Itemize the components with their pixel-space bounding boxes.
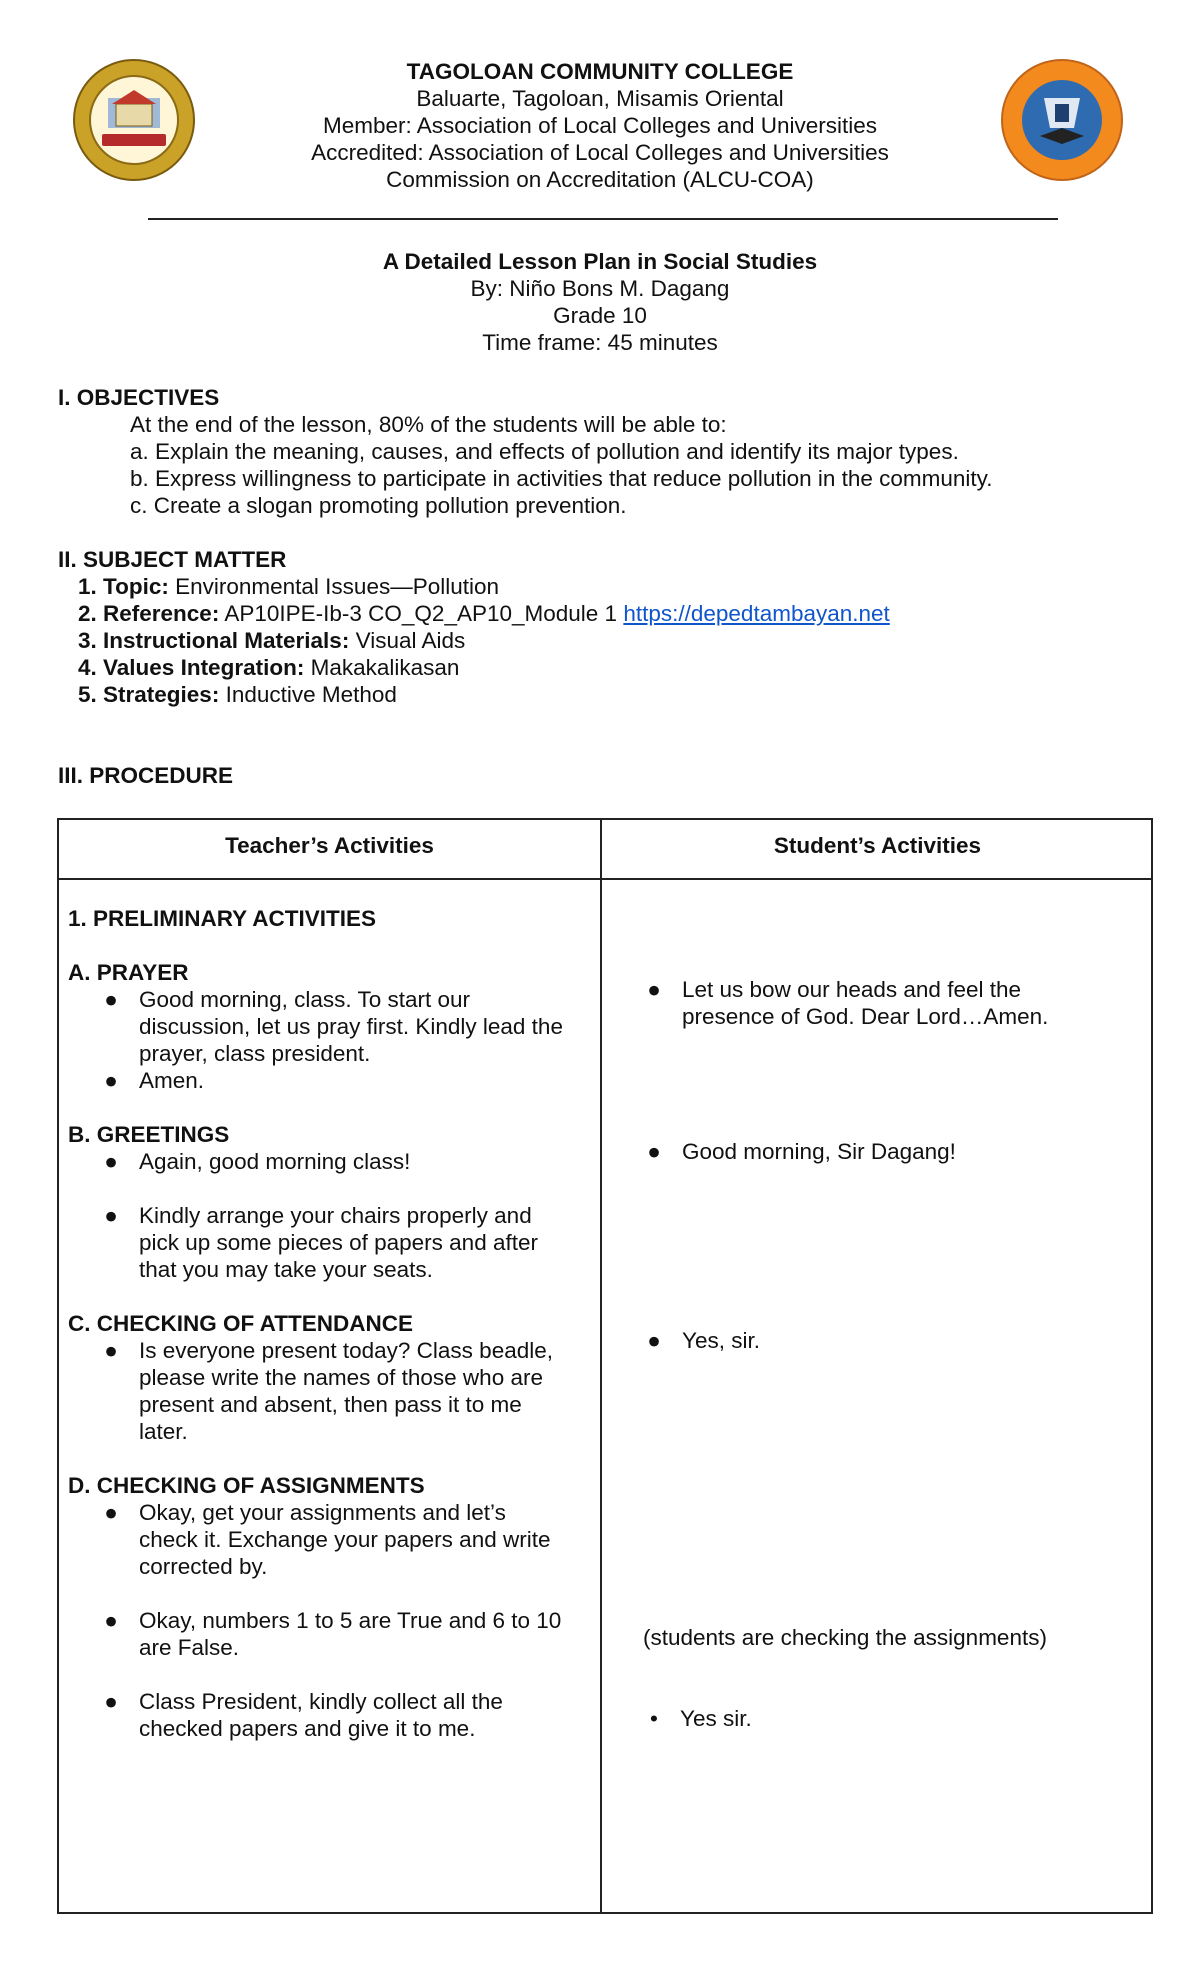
subject-label: 3. Instructional Materials: (78, 628, 350, 653)
objectives-intro: At the end of the lesson, 80% of the students will be able to: (130, 412, 727, 437)
bullet: ● (647, 1328, 661, 1353)
objective-item: c. Create a slogan promoting pollution prevention. (130, 493, 627, 518)
subject-matter-heading: II. SUBJECT MATTER (58, 547, 287, 572)
subject-label: 2. Reference: (78, 601, 220, 626)
prayer-heading: A. PRAYER (68, 960, 189, 985)
bullet: ● (104, 1203, 118, 1228)
teacher-line: Is everyone present today? Class beadle, (139, 1338, 553, 1363)
preliminary-heading: 1. PRELIMINARY ACTIVITIES (68, 906, 376, 931)
bullet: ● (647, 977, 661, 1002)
teacher-line: later. (139, 1419, 188, 1444)
subject-item-materials (78, 627, 465, 654)
student-line: Yes, sir. (682, 1328, 760, 1353)
teacher-line: Good morning, class. To start our (139, 987, 470, 1012)
author-line: By: Niño Bons M. Dagang (470, 276, 730, 301)
objective-item: b. Express willingness to participate in activities that reduce pollution in the community. (130, 466, 993, 491)
subject-item-topic (78, 573, 499, 600)
lesson-plan-title: A Detailed Lesson Plan in Social Studies (382, 249, 818, 274)
membership-line: Member: Association of Local Colleges and Universities (322, 113, 878, 138)
objective-item: a. Explain the meaning, causes, and effects of pollution and identify its major types. (130, 439, 959, 464)
student-line: (students are checking the assignments) (643, 1625, 1047, 1650)
teacher-line: that you may take your seats. (139, 1257, 433, 1282)
bullet: ● (104, 987, 118, 1012)
student-line: Let us bow our heads and feel the (682, 977, 1021, 1002)
header-divider (148, 218, 1058, 220)
procedure-heading: III. PROCEDURE (58, 763, 234, 788)
accreditation-line: Accredited: Association of Local Colleges and Universities (311, 140, 889, 165)
attendance-heading: C. CHECKING OF ATTENDANCE (68, 1311, 413, 1336)
subject-item-strategies (78, 681, 397, 708)
subject-value: Makakalikasan (310, 655, 460, 680)
subject-value: Inductive Method (225, 682, 397, 707)
subject-label: 4. Values Integration: (78, 655, 305, 680)
teacher-line: check it. Exchange your papers and write (139, 1527, 551, 1552)
bullet: ● (104, 1500, 118, 1525)
teacher-line: are False. (139, 1635, 240, 1660)
subject-label: 5. Strategies: (78, 682, 220, 707)
bullet: ● (104, 1608, 118, 1633)
teacher-line: Again, good morning class! (139, 1149, 411, 1174)
student-column-header: Student’s Activities (773, 833, 982, 858)
bullet: ● (104, 1338, 118, 1363)
student-line: Good morning, Sir Dagang! (682, 1139, 956, 1164)
teacher-line: Okay, numbers 1 to 5 are True and 6 to 10 (139, 1608, 562, 1633)
subject-value: AP10IPE-Ib-3 CO_Q2_AP10_Module 1 (224, 601, 618, 626)
bullet: • (650, 1706, 658, 1731)
subject-item-reference (78, 600, 890, 627)
teacher-line: Amen. (139, 1068, 205, 1093)
teacher-line: corrected by. (139, 1554, 268, 1579)
teacher-line: prayer, class president. (139, 1041, 371, 1066)
bullet: ● (647, 1139, 661, 1164)
teacher-line: please write the names of those who are (139, 1365, 543, 1390)
teacher-column-header: Teacher’s Activities (225, 833, 434, 858)
time-frame-line: Time frame: 45 minutes (482, 330, 718, 355)
grade-line: Grade 10 (553, 303, 647, 328)
college-name: TAGOLOAN COMMUNITY COLLEGE (406, 59, 794, 84)
bullet: ● (104, 1068, 118, 1093)
teacher-line: Okay, get your assignments and let’s (139, 1500, 506, 1525)
table-header-divider (57, 878, 1153, 880)
teacher-line: Class President, kindly collect all the (139, 1689, 503, 1714)
commission-line: Commission on Accreditation (ALCU-COA) (386, 167, 814, 192)
bullet: ● (104, 1689, 118, 1714)
teacher-line: pick up some pieces of papers and after (139, 1230, 538, 1255)
objectives-heading: I. OBJECTIVES (58, 385, 220, 410)
table-column-divider (600, 818, 602, 1914)
student-line: presence of God. Dear Lord…Amen. (682, 1004, 1049, 1029)
college-address: Baluarte, Tagoloan, Misamis Oriental (416, 86, 784, 111)
teacher-line: present and absent, then pass it to me (139, 1392, 522, 1417)
subject-label: 1. Topic: (78, 574, 169, 599)
teacher-line: checked papers and give it to me. (139, 1716, 476, 1741)
student-line: Yes sir. (680, 1706, 752, 1731)
bullet: ● (104, 1149, 118, 1174)
teacher-line: discussion, let us pray first. Kindly lead the (139, 1014, 563, 1039)
assignments-heading: D. CHECKING OF ASSIGNMENTS (68, 1473, 425, 1498)
subject-value: Environmental Issues—Pollution (175, 574, 500, 599)
greetings-heading: B. GREETINGS (68, 1122, 230, 1147)
teacher-line: Kindly arrange your chairs properly and (139, 1203, 532, 1228)
subject-item-values (78, 654, 459, 681)
subject-value: Visual Aids (355, 628, 466, 653)
reference-link[interactable]: https://depedtambayan.net (623, 601, 890, 626)
